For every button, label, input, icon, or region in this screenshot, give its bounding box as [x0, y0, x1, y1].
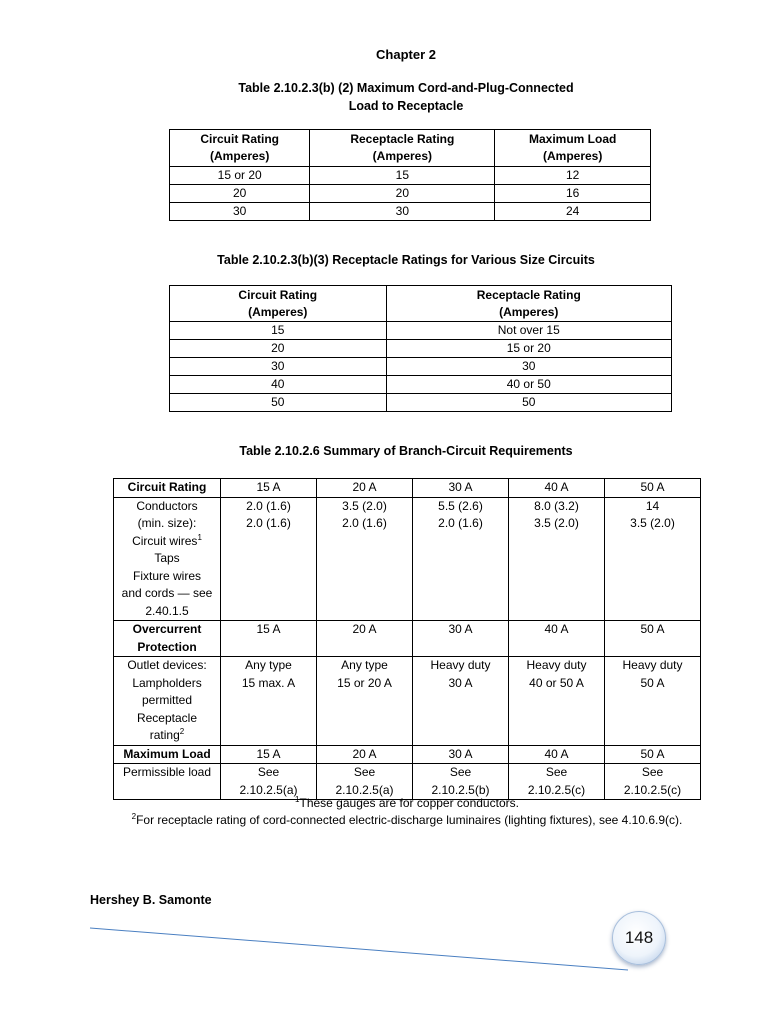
table-cell: 50 [170, 394, 387, 412]
table-cell: See 2.10.2.5(b) [413, 764, 509, 800]
table-cell: 30 [170, 358, 387, 376]
page-number-badge [612, 911, 666, 965]
header-cell: 15 A [221, 479, 317, 498]
table-cell: 20 A [317, 621, 413, 657]
header-cell: Maximum Load (Amperes) [495, 130, 651, 167]
header-cell: 30 A [413, 479, 509, 498]
table-cell: See 2.10.2.5(a) [317, 764, 413, 800]
table-cell: 30 A [413, 745, 509, 764]
table-cell: 3.5 (2.0) 2.0 (1.6) [317, 497, 413, 621]
table-cell: 20 A [317, 745, 413, 764]
table-cell: 8.0 (3.2) 3.5 (2.0) [509, 497, 605, 621]
table-cell: See 2.10.2.5(a) [221, 764, 317, 800]
footer-divider-line [90, 928, 628, 970]
footnote-2: $^2$For receptacle rating of cord-connected electric-discharge luminaires (lighting fixtures), see 4.10.6.9(c). [131, 812, 683, 827]
chapter-heading: Chapter 2 [376, 47, 436, 62]
table-cell: 15 A [221, 745, 317, 764]
table-cell: 14 3.5 (2.0) [605, 497, 701, 621]
row-label-circuit-rating: Circuit Rating [114, 479, 221, 498]
table-cell: Any type 15 or 20 A [317, 657, 413, 746]
row-label-outlet-devices: Outlet devices: Lampholders permitted Receptacle rating$^2$ [114, 657, 221, 746]
table-cell: 20 [170, 185, 310, 203]
table-cell: 40 A [509, 745, 605, 764]
table-cell: 50 [386, 394, 671, 412]
header-cell: Circuit Rating (Amperes) [170, 130, 310, 167]
table-cell: See 2.10.2.5(c) [605, 764, 701, 800]
table-cell: 15 or 20 [170, 167, 310, 185]
table-cell: 24 [495, 203, 651, 221]
header-cell: Receptacle Rating (Amperes) [310, 130, 495, 167]
table-cell: Heavy duty 30 A [413, 657, 509, 746]
table-cell: 2.0 (1.6) 2.0 (1.6) [221, 497, 317, 621]
row-label-permissible-load: Permissible load [114, 764, 221, 800]
row-label-conductors: Conductors (min. size): Circuit wires$^1$ Taps Fixture wires and cords — see 2.40.1.5 [114, 497, 221, 621]
table-cell: 15 [310, 167, 495, 185]
table-cell: See 2.10.2.5(c) [509, 764, 605, 800]
table-cell: 30 A [413, 621, 509, 657]
table-cell: 15 or 20 [386, 340, 671, 358]
footnote-1: $^1$These gauges are for copper conductors. [295, 795, 519, 810]
table-cell: 20 [310, 185, 495, 203]
table-cell: 40 A [509, 621, 605, 657]
table3-title: Table 2.10.2.6 Summary of Branch-Circuit Requirements [239, 444, 573, 458]
table-cell: 15 A [221, 621, 317, 657]
header-cell: 40 A [509, 479, 605, 498]
table-cell: 40 or 50 [386, 376, 671, 394]
header-cell: 50 A [605, 479, 701, 498]
table-cell: Heavy duty 40 or 50 A [509, 657, 605, 746]
header-cell: 20 A [317, 479, 413, 498]
header-cell: Receptacle Rating (Amperes) [386, 286, 671, 322]
table-cell: 12 [495, 167, 651, 185]
table-cell: 15 [170, 322, 387, 340]
table-cell: Any type 15 max. A [221, 657, 317, 746]
row-label-overcurrent: Overcurrent Protection [114, 621, 221, 657]
table-cell: 30 [310, 203, 495, 221]
table-cell: Heavy duty 50 A [605, 657, 701, 746]
table-cell: 40 [170, 376, 387, 394]
table-cell: 50 A [605, 745, 701, 764]
table-cell: 30 [170, 203, 310, 221]
table2-title: Table 2.10.2.3(b)(3) Receptacle Ratings for Various Size Circuits [217, 253, 595, 267]
table-cell: 20 [170, 340, 387, 358]
header-cell: Circuit Rating (Amperes) [170, 286, 387, 322]
author-name: Hershey B. Samonte [90, 893, 212, 907]
page-number: 148 [624, 928, 654, 947]
table1-title-line1: Table 2.10.2.3(b) (2) Maximum Cord-and-Plug-Connected [238, 81, 574, 95]
table-cell: Not over 15 [386, 322, 671, 340]
row-label-maximum-load: Maximum Load [114, 745, 221, 764]
table-cell: 30 [386, 358, 671, 376]
table-cell: 5.5 (2.6) 2.0 (1.6) [413, 497, 509, 621]
table-cell: 50 A [605, 621, 701, 657]
table-cell: 16 [495, 185, 651, 203]
table1-title-line2: Load to Receptacle [348, 99, 464, 113]
